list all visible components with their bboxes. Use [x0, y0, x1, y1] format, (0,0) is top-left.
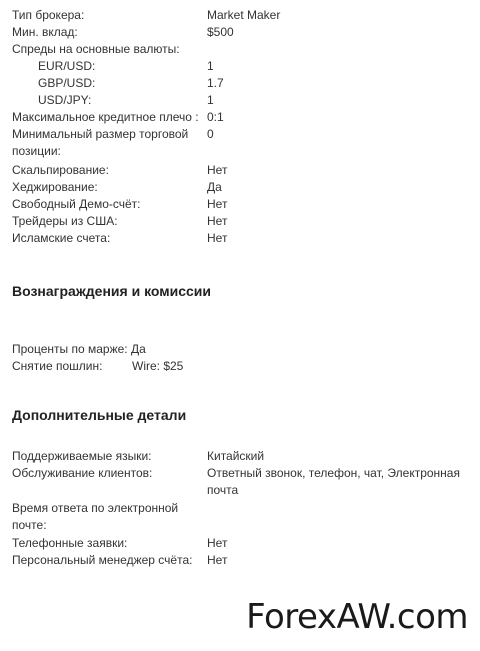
account-manager-label: Персональный менеджер счёта:: [12, 553, 193, 567]
min-position-label: Минимальный размер торговой позиции:: [12, 127, 189, 158]
withdrawal-fee-label: Снятие пошлин:: [12, 359, 103, 373]
spreads-label: Спреды на основные валюты:: [12, 42, 180, 56]
us-traders-label: Трейдеры из США:: [12, 214, 118, 228]
spread-eurusd-label: EUR/USD:: [38, 59, 96, 73]
free-demo-label: Свободный Демо-счёт:: [12, 197, 141, 211]
customer-service-label: Обслуживание клиентов:: [12, 466, 153, 480]
islamic-accounts-label: Исламские счета:: [12, 231, 111, 245]
margin-interest-value: Да: [131, 342, 146, 356]
spread-eurusd-value: 1: [207, 59, 214, 73]
withdrawal-fee-value: Wire: $25: [132, 359, 184, 373]
customer-service-value: Ответный звонок, телефон, чат, Электронная почта: [207, 466, 460, 497]
spread-gbpusd-label: GBP/USD:: [38, 76, 96, 90]
spread-usdjpy-value: 1: [207, 93, 214, 107]
details-heading: Дополнительные детали: [12, 407, 187, 423]
scalping-label: Скальпирование:: [12, 163, 109, 177]
min-position-value: 0: [207, 127, 214, 141]
languages-value: Китайский: [207, 449, 265, 463]
min-deposit-label: Мин. вклад:: [12, 25, 78, 39]
phone-orders-label: Телефонные заявки:: [12, 536, 128, 550]
us-traders-value: Нет: [207, 214, 228, 228]
max-leverage-value: 0:1: [207, 110, 224, 124]
margin-interest-label: Проценты по марже:: [12, 342, 128, 356]
islamic-accounts-value: Нет: [207, 231, 228, 245]
phone-orders-value: Нет: [207, 536, 228, 550]
max-leverage-label: Максимальное кредитное плечо :: [12, 110, 199, 124]
scalping-value: Нет: [207, 163, 228, 177]
broker-type-value: Market Maker: [207, 8, 281, 22]
free-demo-value: Нет: [207, 197, 228, 211]
email-response-label: Время ответа по электронной почте:: [12, 501, 179, 532]
spread-usdjpy-label: USD/JPY:: [38, 93, 92, 107]
min-deposit-value: $500: [207, 25, 234, 39]
forexaw-watermark: ForexAW.com: [246, 597, 468, 637]
account-manager-value: Нет: [207, 553, 228, 567]
hedging-label: Хеджирование:: [12, 180, 98, 194]
hedging-value: Да: [207, 180, 222, 194]
broker-type-label: Тип брокера:: [12, 8, 85, 22]
spread-gbpusd-value: 1.7: [207, 76, 224, 90]
rewards-heading: Вознаграждения и комиссии: [12, 283, 212, 299]
languages-label: Поддерживаемые языки:: [12, 449, 152, 463]
